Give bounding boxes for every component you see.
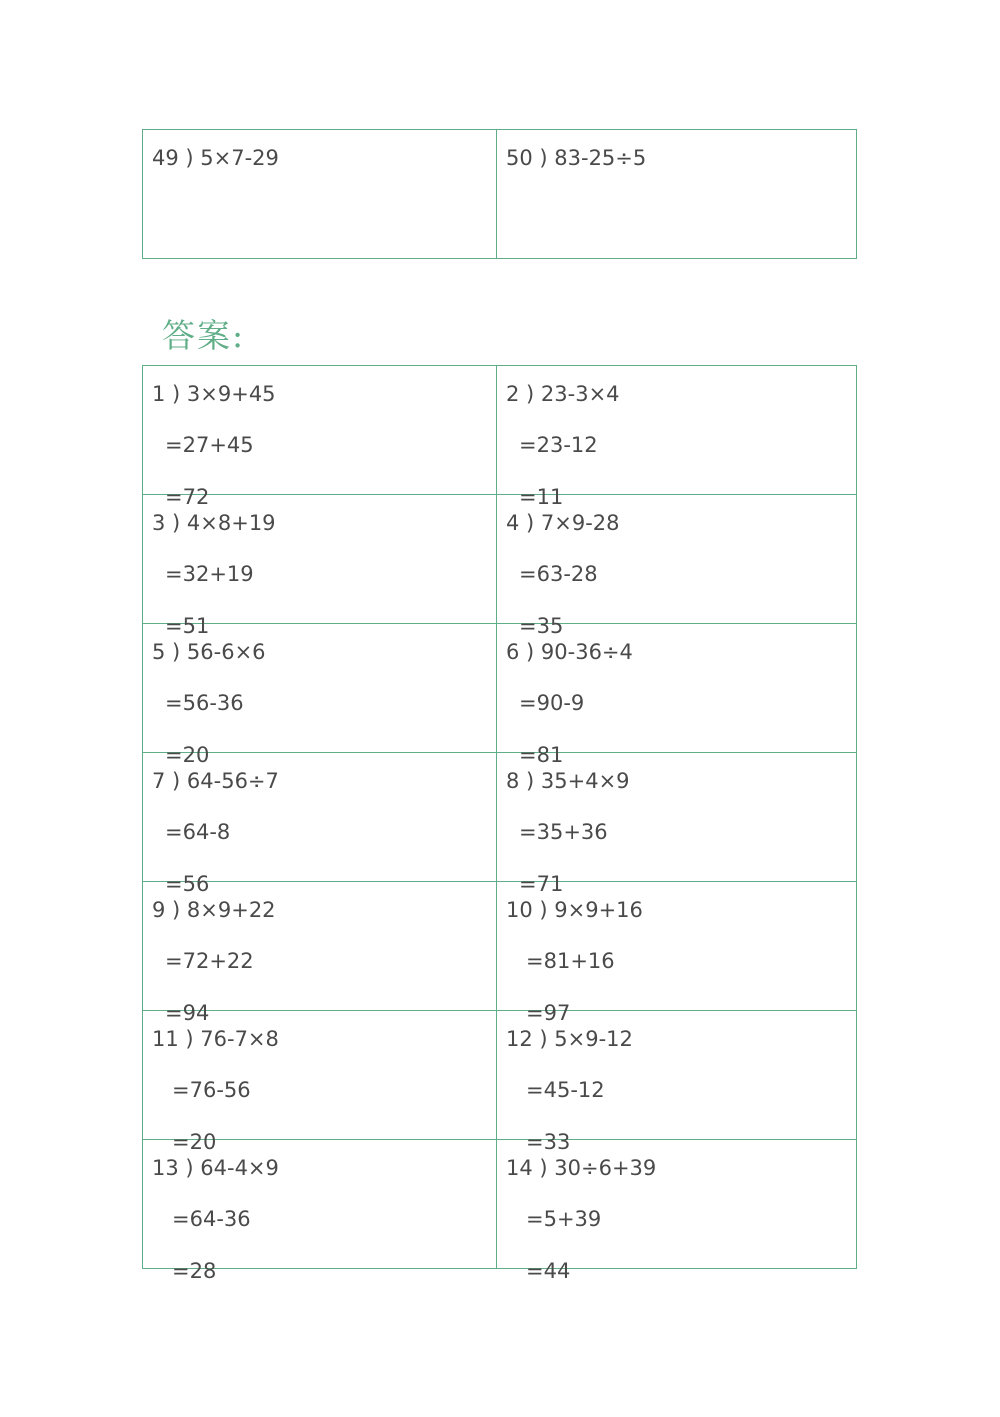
answer-cell <box>143 753 497 896</box>
question-expression: 1 ) 3×9+45 <box>152 382 276 406</box>
answer-cell <box>497 495 857 638</box>
answer-result: =81 <box>519 743 564 767</box>
problem-cell <box>143 130 497 259</box>
answer-step: =35+36 <box>519 820 608 844</box>
answer-cell <box>143 366 497 509</box>
problem-cell <box>497 130 857 259</box>
answer-step: =5+39 <box>526 1207 602 1231</box>
answer-step: =63-28 <box>519 562 598 586</box>
answer-cell <box>143 1140 497 1283</box>
question-expression: 12 ) 5×9-12 <box>506 1027 633 1051</box>
answer-row <box>143 1011 857 1140</box>
answer-row <box>143 495 857 624</box>
answer-result: =56 <box>165 872 210 896</box>
question-expression: 6 ) 90-36÷4 <box>506 640 633 664</box>
answer-row <box>143 882 857 1011</box>
answer-result: =33 <box>526 1130 571 1154</box>
question-expression: 9 ) 8×9+22 <box>152 898 276 922</box>
answer-result: =72 <box>165 485 210 509</box>
question-expression: 2 ) 23-3×4 <box>506 382 620 406</box>
answer-result: =97 <box>526 1001 571 1025</box>
answer-step: =56-36 <box>165 691 244 715</box>
answer-step: =45-12 <box>526 1078 605 1102</box>
answer-cell <box>143 882 497 1025</box>
question-expression: 11 ) 76-7×8 <box>152 1027 279 1051</box>
answer-row <box>143 624 857 753</box>
problem-expression: 50 ) 83-25÷5 <box>506 146 647 170</box>
answer-step: =23-12 <box>519 433 598 457</box>
answer-cell <box>497 882 857 1025</box>
question-expression: 8 ) 35+4×9 <box>506 769 630 793</box>
answer-step: =76-56 <box>172 1078 251 1102</box>
answer-result: =20 <box>165 743 210 767</box>
question-expression: 4 ) 7×9-28 <box>506 511 620 535</box>
question-expression: 5 ) 56-6×6 <box>152 640 266 664</box>
answer-row <box>143 1140 857 1269</box>
answer-cell <box>143 1011 497 1154</box>
answer-cell <box>143 624 497 767</box>
answer-result: =94 <box>165 1001 210 1025</box>
problems-table <box>142 129 857 259</box>
problem-row <box>143 130 857 259</box>
answer-result: =51 <box>165 614 210 638</box>
answer-heading: 答案: <box>162 316 246 355</box>
answer-result: =28 <box>172 1259 217 1283</box>
answer-step: =64-8 <box>165 820 231 844</box>
question-expression: 14 ) 30÷6+39 <box>506 1156 657 1180</box>
question-expression: 10 ) 9×9+16 <box>506 898 643 922</box>
answer-step: =64-36 <box>172 1207 251 1231</box>
answers-table <box>142 365 857 1283</box>
answer-cell <box>497 753 857 896</box>
answer-step: =81+16 <box>526 949 615 973</box>
answer-result: =20 <box>172 1130 217 1154</box>
answer-row <box>143 366 857 495</box>
answer-result: =71 <box>519 872 564 896</box>
answer-step: =32+19 <box>165 562 254 586</box>
problem-expression: 49 ) 5×7-29 <box>152 146 279 170</box>
answer-step: =90-9 <box>519 691 585 715</box>
answer-cell <box>143 495 497 638</box>
answer-step: =27+45 <box>165 433 254 457</box>
answer-row <box>143 753 857 882</box>
answer-cell <box>497 624 857 767</box>
question-expression: 3 ) 4×8+19 <box>152 511 276 535</box>
question-expression: 7 ) 64-56÷7 <box>152 769 279 793</box>
answer-cell <box>497 366 857 509</box>
answer-cell <box>497 1011 857 1154</box>
answer-cell <box>497 1140 857 1283</box>
question-expression: 13 ) 64-4×9 <box>152 1156 279 1180</box>
answer-result: =44 <box>526 1259 571 1283</box>
answer-result: =35 <box>519 614 564 638</box>
answer-result: =11 <box>519 485 564 509</box>
answer-step: =72+22 <box>165 949 254 973</box>
